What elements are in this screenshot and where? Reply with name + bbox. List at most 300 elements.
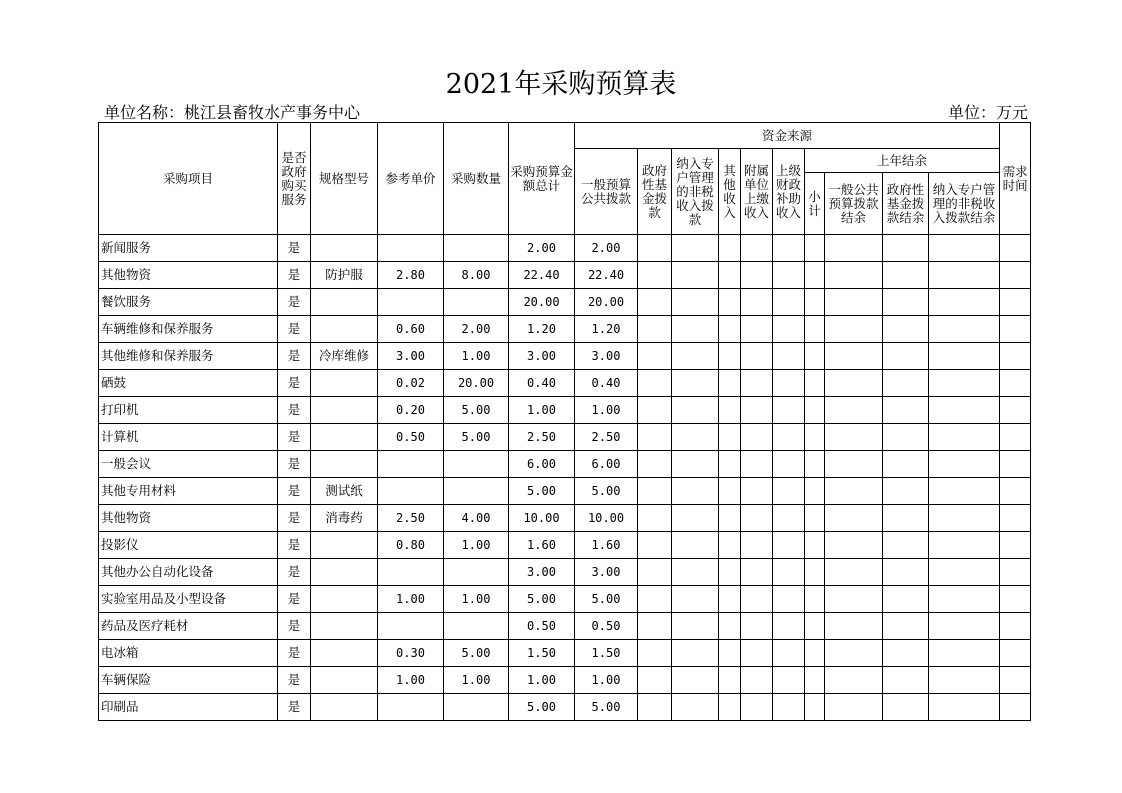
ly-general-cell xyxy=(825,262,883,289)
general-budget-cell: 10.00 xyxy=(575,505,638,532)
spec-cell xyxy=(311,370,378,397)
gov-purchase-cell: 是 xyxy=(278,235,311,262)
gov-purchase-cell: 是 xyxy=(278,613,311,640)
demand-time-cell xyxy=(1000,451,1031,478)
total-cell: 1.20 xyxy=(509,316,575,343)
subtotal-cell xyxy=(805,559,825,586)
gov-purchase-cell: 是 xyxy=(278,316,311,343)
table-row xyxy=(99,694,1031,721)
budget-table xyxy=(98,122,1031,721)
table-row xyxy=(99,613,1031,640)
demand-time-cell xyxy=(1000,424,1031,451)
general-budget-cell: 5.00 xyxy=(575,586,638,613)
ly-gov-fund-cell xyxy=(883,478,929,505)
affiliated-cell xyxy=(741,505,773,532)
demand-time-cell xyxy=(1000,613,1031,640)
affiliated-cell xyxy=(741,586,773,613)
gov-purchase-cell: 是 xyxy=(278,397,311,424)
subtotal-cell xyxy=(805,424,825,451)
gov-purchase-cell: 是 xyxy=(278,478,311,505)
ly-special-cell xyxy=(929,640,1000,667)
general-budget-cell: 0.40 xyxy=(575,370,638,397)
general-budget-cell: 1.60 xyxy=(575,532,638,559)
ly-special-cell xyxy=(929,532,1000,559)
demand-time-cell xyxy=(1000,262,1031,289)
affiliated-cell xyxy=(741,478,773,505)
total-cell: 1.60 xyxy=(509,532,575,559)
ref-price-cell: 1.00 xyxy=(378,586,444,613)
quantity-cell xyxy=(444,451,509,478)
quantity-cell: 4.00 xyxy=(444,505,509,532)
quantity-cell: 1.00 xyxy=(444,343,509,370)
gov-fund-cell xyxy=(638,478,672,505)
spec-cell: 测试纸 xyxy=(311,478,378,505)
ly-special-cell xyxy=(929,370,1000,397)
special-nontax-cell xyxy=(672,532,719,559)
ly-general-cell xyxy=(825,478,883,505)
item-cell: 药品及医疗耗材 xyxy=(99,613,278,640)
special-nontax-cell xyxy=(672,613,719,640)
general-budget-cell: 5.00 xyxy=(575,694,638,721)
superior-subsidy-cell xyxy=(773,505,805,532)
item-cell: 车辆保险 xyxy=(99,667,278,694)
gov-fund-cell xyxy=(638,370,672,397)
ly-gov-fund-cell xyxy=(883,640,929,667)
gov-purchase-cell: 是 xyxy=(278,289,311,316)
subtotal-cell xyxy=(805,586,825,613)
special-nontax-cell xyxy=(672,343,719,370)
special-nontax-cell xyxy=(672,667,719,694)
superior-subsidy-cell xyxy=(773,559,805,586)
general-budget-cell: 1.20 xyxy=(575,316,638,343)
spec-cell xyxy=(311,667,378,694)
ly-special-cell xyxy=(929,343,1000,370)
special-nontax-cell xyxy=(672,640,719,667)
gov-purchase-cell: 是 xyxy=(278,694,311,721)
superior-subsidy-cell xyxy=(773,370,805,397)
subtotal-cell xyxy=(805,370,825,397)
item-cell: 其他物资 xyxy=(99,262,278,289)
unit-name-label: 单位名称：桃江县畜牧水产事务中心 xyxy=(104,103,361,122)
quantity-cell xyxy=(444,613,509,640)
other-income-cell xyxy=(719,586,741,613)
general-budget-cell: 20.00 xyxy=(575,289,638,316)
table-row xyxy=(99,343,1031,370)
affiliated-cell xyxy=(741,343,773,370)
ly-general-cell xyxy=(825,451,883,478)
general-budget-cell: 3.00 xyxy=(575,343,638,370)
demand-time-cell xyxy=(1000,505,1031,532)
ly-gov-fund-cell xyxy=(883,559,929,586)
gov-fund-cell xyxy=(638,235,672,262)
gov-fund-cell xyxy=(638,424,672,451)
affiliated-cell xyxy=(741,694,773,721)
superior-subsidy-cell xyxy=(773,289,805,316)
other-income-cell xyxy=(719,397,741,424)
ly-special-cell xyxy=(929,316,1000,343)
gov-fund-cell xyxy=(638,505,672,532)
subtotal-cell xyxy=(805,235,825,262)
ly-special-cell xyxy=(929,694,1000,721)
ref-price-cell: 1.00 xyxy=(378,667,444,694)
item-cell: 其他物资 xyxy=(99,505,278,532)
other-income-cell xyxy=(719,235,741,262)
ly-general-cell xyxy=(825,370,883,397)
ref-price-cell: 0.20 xyxy=(378,397,444,424)
total-cell: 3.00 xyxy=(509,343,575,370)
table-row xyxy=(99,667,1031,694)
total-cell: 2.50 xyxy=(509,424,575,451)
demand-time-cell xyxy=(1000,370,1031,397)
quantity-cell: 1.00 xyxy=(444,532,509,559)
gov-fund-cell xyxy=(638,262,672,289)
ref-price-cell xyxy=(378,613,444,640)
quantity-cell xyxy=(444,694,509,721)
affiliated-cell xyxy=(741,370,773,397)
subtotal-cell xyxy=(805,397,825,424)
total-cell: 1.50 xyxy=(509,640,575,667)
ref-price-cell xyxy=(378,694,444,721)
item-cell: 硒鼓 xyxy=(99,370,278,397)
other-income-cell xyxy=(719,559,741,586)
table-row xyxy=(99,397,1031,424)
header-total: 采购预算金额总计 xyxy=(509,123,575,235)
demand-time-cell xyxy=(1000,316,1031,343)
other-income-cell xyxy=(719,370,741,397)
spec-cell xyxy=(311,640,378,667)
special-nontax-cell xyxy=(672,559,719,586)
ref-price-cell xyxy=(378,478,444,505)
spec-cell xyxy=(311,397,378,424)
ref-price-cell xyxy=(378,235,444,262)
superior-subsidy-cell xyxy=(773,532,805,559)
quantity-cell: 1.00 xyxy=(444,667,509,694)
gov-fund-cell xyxy=(638,397,672,424)
ly-special-cell xyxy=(929,667,1000,694)
special-nontax-cell xyxy=(672,370,719,397)
ly-gov-fund-cell xyxy=(883,397,929,424)
table-row xyxy=(99,451,1031,478)
item-cell: 电冰箱 xyxy=(99,640,278,667)
demand-time-cell xyxy=(1000,586,1031,613)
gov-fund-cell xyxy=(638,532,672,559)
subtotal-cell xyxy=(805,343,825,370)
gov-purchase-cell: 是 xyxy=(278,424,311,451)
general-budget-cell: 2.50 xyxy=(575,424,638,451)
other-income-cell xyxy=(719,343,741,370)
special-nontax-cell xyxy=(672,451,719,478)
affiliated-cell xyxy=(741,613,773,640)
table-row xyxy=(99,478,1031,505)
ly-general-cell xyxy=(825,586,883,613)
item-cell: 打印机 xyxy=(99,397,278,424)
ly-special-cell xyxy=(929,262,1000,289)
ly-general-cell xyxy=(825,289,883,316)
header-spec: 规格型号 xyxy=(311,123,378,235)
total-cell: 3.00 xyxy=(509,559,575,586)
item-cell: 实验室用品及小型设备 xyxy=(99,586,278,613)
affiliated-cell xyxy=(741,532,773,559)
superior-subsidy-cell xyxy=(773,262,805,289)
gov-purchase-cell: 是 xyxy=(278,559,311,586)
ref-price-cell: 0.50 xyxy=(378,424,444,451)
demand-time-cell xyxy=(1000,667,1031,694)
ly-special-cell xyxy=(929,451,1000,478)
total-cell: 20.00 xyxy=(509,289,575,316)
item-cell: 其他维修和保养服务 xyxy=(99,343,278,370)
table-row xyxy=(99,316,1031,343)
gov-purchase-cell: 是 xyxy=(278,532,311,559)
gov-purchase-cell: 是 xyxy=(278,640,311,667)
item-cell: 车辆维修和保养服务 xyxy=(99,316,278,343)
item-cell: 其他办公自动化设备 xyxy=(99,559,278,586)
ref-price-cell: 0.80 xyxy=(378,532,444,559)
other-income-cell xyxy=(719,451,741,478)
ref-price-cell: 0.30 xyxy=(378,640,444,667)
other-income-cell xyxy=(719,262,741,289)
item-cell: 新闻服务 xyxy=(99,235,278,262)
gov-purchase-cell: 是 xyxy=(278,667,311,694)
demand-time-cell xyxy=(1000,694,1031,721)
total-cell: 0.50 xyxy=(509,613,575,640)
special-nontax-cell xyxy=(672,586,719,613)
demand-time-cell xyxy=(1000,532,1031,559)
table-row xyxy=(99,235,1031,262)
special-nontax-cell xyxy=(672,478,719,505)
spec-cell xyxy=(311,424,378,451)
ly-gov-fund-cell xyxy=(883,289,929,316)
superior-subsidy-cell xyxy=(773,343,805,370)
gov-fund-cell xyxy=(638,586,672,613)
gov-purchase-cell: 是 xyxy=(278,262,311,289)
quantity-cell: 1.00 xyxy=(444,586,509,613)
ly-special-cell xyxy=(929,235,1000,262)
affiliated-cell xyxy=(741,667,773,694)
demand-time-cell xyxy=(1000,640,1031,667)
header-ly-general: 一般公共预算拨款结余 xyxy=(825,173,883,235)
other-income-cell xyxy=(719,289,741,316)
other-income-cell xyxy=(719,424,741,451)
ly-general-cell xyxy=(825,613,883,640)
ly-general-cell xyxy=(825,424,883,451)
special-nontax-cell xyxy=(672,694,719,721)
quantity-cell: 2.00 xyxy=(444,316,509,343)
special-nontax-cell xyxy=(672,316,719,343)
item-cell: 印刷品 xyxy=(99,694,278,721)
demand-time-cell xyxy=(1000,289,1031,316)
ly-special-cell xyxy=(929,424,1000,451)
item-cell: 一般会议 xyxy=(99,451,278,478)
demand-time-cell xyxy=(1000,235,1031,262)
general-budget-cell: 22.40 xyxy=(575,262,638,289)
spec-cell: 防护服 xyxy=(311,262,378,289)
subtotal-cell xyxy=(805,316,825,343)
ly-special-cell xyxy=(929,478,1000,505)
subtotal-cell xyxy=(805,478,825,505)
special-nontax-cell xyxy=(672,289,719,316)
total-cell: 1.00 xyxy=(509,397,575,424)
ref-price-cell xyxy=(378,289,444,316)
subtotal-cell xyxy=(805,532,825,559)
affiliated-cell xyxy=(741,316,773,343)
special-nontax-cell xyxy=(672,262,719,289)
ref-price-cell xyxy=(378,559,444,586)
ly-gov-fund-cell xyxy=(883,262,929,289)
quantity-cell xyxy=(444,235,509,262)
special-nontax-cell xyxy=(672,397,719,424)
ly-gov-fund-cell xyxy=(883,316,929,343)
superior-subsidy-cell xyxy=(773,586,805,613)
ly-gov-fund-cell xyxy=(883,235,929,262)
superior-subsidy-cell xyxy=(773,694,805,721)
item-cell: 计算机 xyxy=(99,424,278,451)
header-ly-special: 纳入专户管理的非税收入拨款结余 xyxy=(929,173,1000,235)
quantity-cell: 5.00 xyxy=(444,397,509,424)
total-cell: 5.00 xyxy=(509,478,575,505)
item-cell: 餐饮服务 xyxy=(99,289,278,316)
other-income-cell xyxy=(719,667,741,694)
general-budget-cell: 1.00 xyxy=(575,667,638,694)
special-nontax-cell xyxy=(672,235,719,262)
ly-gov-fund-cell xyxy=(883,343,929,370)
superior-subsidy-cell xyxy=(773,316,805,343)
ly-gov-fund-cell xyxy=(883,532,929,559)
ly-special-cell xyxy=(929,397,1000,424)
quantity-cell xyxy=(444,559,509,586)
demand-time-cell xyxy=(1000,343,1031,370)
general-budget-cell: 1.00 xyxy=(575,397,638,424)
header-gov-fund: 政府性基金拨款 xyxy=(638,149,672,235)
table-row xyxy=(99,505,1031,532)
table-row xyxy=(99,586,1031,613)
general-budget-cell: 3.00 xyxy=(575,559,638,586)
header-ref-price: 参考单价 xyxy=(378,123,444,235)
spec-cell: 消毒药 xyxy=(311,505,378,532)
spec-cell xyxy=(311,316,378,343)
header-ly-gov-fund: 政府性基金拨款结余 xyxy=(883,173,929,235)
gov-purchase-cell: 是 xyxy=(278,586,311,613)
other-income-cell xyxy=(719,640,741,667)
affiliated-cell xyxy=(741,451,773,478)
ly-gov-fund-cell xyxy=(883,613,929,640)
affiliated-cell xyxy=(741,424,773,451)
ly-general-cell xyxy=(825,667,883,694)
gov-purchase-cell: 是 xyxy=(278,343,311,370)
gov-fund-cell xyxy=(638,316,672,343)
ly-gov-fund-cell xyxy=(883,451,929,478)
gov-fund-cell xyxy=(638,640,672,667)
gov-fund-cell xyxy=(638,694,672,721)
other-income-cell xyxy=(719,694,741,721)
subtotal-cell xyxy=(805,694,825,721)
header-demand-time: 需求时间 xyxy=(1000,123,1031,235)
spec-cell: 冷库维修 xyxy=(311,343,378,370)
quantity-cell: 20.00 xyxy=(444,370,509,397)
total-cell: 5.00 xyxy=(509,694,575,721)
ly-gov-fund-cell xyxy=(883,370,929,397)
table-row xyxy=(99,289,1031,316)
spec-cell xyxy=(311,289,378,316)
header-item: 采购项目 xyxy=(99,123,278,235)
gov-purchase-cell: 是 xyxy=(278,370,311,397)
general-budget-cell: 5.00 xyxy=(575,478,638,505)
affiliated-cell xyxy=(741,559,773,586)
table-row xyxy=(99,559,1031,586)
spec-cell xyxy=(311,613,378,640)
spec-cell xyxy=(311,235,378,262)
item-cell: 其他专用材料 xyxy=(99,478,278,505)
general-budget-cell: 1.50 xyxy=(575,640,638,667)
special-nontax-cell xyxy=(672,505,719,532)
general-budget-cell: 2.00 xyxy=(575,235,638,262)
table-row xyxy=(99,640,1031,667)
total-cell: 1.00 xyxy=(509,667,575,694)
gov-fund-cell xyxy=(638,451,672,478)
affiliated-cell xyxy=(741,640,773,667)
superior-subsidy-cell xyxy=(773,478,805,505)
demand-time-cell xyxy=(1000,478,1031,505)
gov-fund-cell xyxy=(638,343,672,370)
ly-special-cell xyxy=(929,613,1000,640)
ly-gov-fund-cell xyxy=(883,694,929,721)
superior-subsidy-cell xyxy=(773,451,805,478)
superior-subsidy-cell xyxy=(773,235,805,262)
ref-price-cell: 0.60 xyxy=(378,316,444,343)
ly-special-cell xyxy=(929,505,1000,532)
header-last-year-balance: 上年结余 xyxy=(805,149,1000,173)
spec-cell xyxy=(311,451,378,478)
gov-fund-cell xyxy=(638,559,672,586)
quantity-cell: 5.00 xyxy=(444,640,509,667)
header-quantity: 采购数量 xyxy=(444,123,509,235)
ref-price-cell: 0.02 xyxy=(378,370,444,397)
ly-general-cell xyxy=(825,505,883,532)
demand-time-cell xyxy=(1000,397,1031,424)
gov-purchase-cell: 是 xyxy=(278,505,311,532)
other-income-cell xyxy=(719,532,741,559)
spec-cell xyxy=(311,694,378,721)
ly-general-cell xyxy=(825,532,883,559)
quantity-cell: 5.00 xyxy=(444,424,509,451)
other-income-cell xyxy=(719,613,741,640)
superior-subsidy-cell xyxy=(773,667,805,694)
table-row xyxy=(99,370,1031,397)
subtotal-cell xyxy=(805,451,825,478)
header-general-budget: 一般预算公共拨款 xyxy=(575,149,638,235)
table-row xyxy=(99,532,1031,559)
ly-special-cell xyxy=(929,586,1000,613)
gov-purchase-cell: 是 xyxy=(278,451,311,478)
affiliated-cell xyxy=(741,397,773,424)
superior-subsidy-cell xyxy=(773,424,805,451)
page-title: 2021年采购预算表 xyxy=(445,69,677,100)
ly-general-cell xyxy=(825,343,883,370)
total-cell: 22.40 xyxy=(509,262,575,289)
spec-cell xyxy=(311,559,378,586)
general-budget-cell: 0.50 xyxy=(575,613,638,640)
total-cell: 6.00 xyxy=(509,451,575,478)
ref-price-cell xyxy=(378,451,444,478)
special-nontax-cell xyxy=(672,424,719,451)
subtotal-cell xyxy=(805,667,825,694)
affiliated-cell xyxy=(741,235,773,262)
demand-time-cell xyxy=(1000,559,1031,586)
quantity-cell: 8.00 xyxy=(444,262,509,289)
header-special-nontax: 纳入专户管理的非税收入拨款 xyxy=(672,149,719,235)
ly-general-cell xyxy=(825,397,883,424)
gov-fund-cell xyxy=(638,667,672,694)
other-income-cell xyxy=(719,505,741,532)
